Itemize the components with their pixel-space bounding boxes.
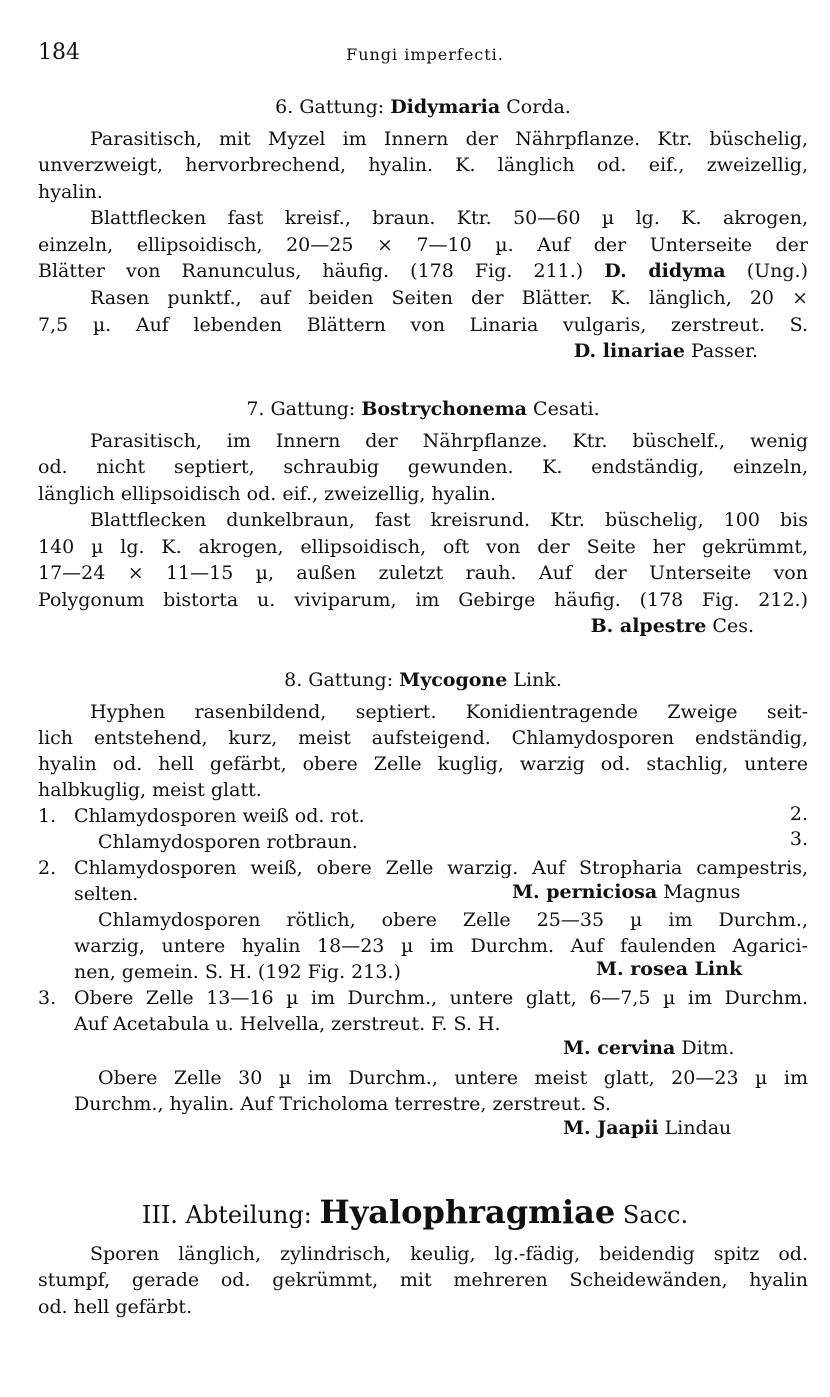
key-text: Chlamydosporen weiß, obere Zelle warzig. Auf Stropharia campestris, <box>74 857 808 879</box>
species-name: M. Jaapii <box>563 1117 659 1139</box>
species-line: M. Jaapii Lindau <box>563 1117 732 1139</box>
running-title: Fungi imperfecti. <box>346 45 504 64</box>
genus-heading-mycogone: 8. Gattung: Mycogone Link. <box>284 669 562 691</box>
text-line: Blätter von Ranunculus, häufig. (178 Fig. 211.) D. didyma (Ung.) <box>38 260 808 282</box>
text-line: 17—24 × 11—15 µ, außen zuletzt rauh. Auf der Unterseite von <box>38 562 808 584</box>
genus-heading-bostrychonema: 7. Gattung: Bostrychonema Cesati. <box>246 398 600 420</box>
text-line: Blattflecken dunkelbraun, fast kreisrund. Ktr. büschelig, 100 bis <box>90 509 808 531</box>
key-text: Chlamydosporen rötlich, obere Zelle 25—35 µ im Durchm., <box>98 909 808 931</box>
key-text: selten. <box>74 883 139 905</box>
key-text: Durchm., hyalin. Auf Tricholoma terrestre, zerstreut. S. <box>74 1093 611 1115</box>
text-line: Sporen länglich, zylindrisch, keulig, lg.-fädig, beidendig spitz od. <box>90 1243 808 1265</box>
key-text: Obere Zelle 13—16 µ im Durchm., untere glatt, 6—7,5 µ im Durchm. <box>74 987 808 1009</box>
key-text: warzig, untere hyalin 18—23 µ im Durchm. Auf faulenden Agarici- <box>74 935 808 957</box>
key-number: 3. <box>38 987 57 1009</box>
text-line: Parasitisch, im Innern der Nährpflanze. Ktr. büschelf., wenig <box>90 430 808 452</box>
species-line: M. cervina Ditm. <box>563 1037 735 1059</box>
text-line: 7,5 µ. Auf lebenden Blättern von Linaria vulgaris, zerstreut. S. <box>38 314 808 336</box>
key-number: 1. <box>38 805 57 827</box>
species-name: D. didyma <box>604 260 726 282</box>
text-line: od. nicht septiert, schraubig gewunden. K. endständig, einzeln, <box>38 456 808 478</box>
text-line: Parasitisch, mit Myzel im Innern der Nährpflanze. Ktr. büschelig, <box>90 128 808 150</box>
species-name: M. rosea Link <box>596 958 743 980</box>
text-line: Rasen punktf., auf beiden Seiten der Blätter. K. länglich, 20 × <box>90 287 808 309</box>
species-line: B. alpestre Ces. <box>590 615 754 637</box>
key-number: 2. <box>38 857 57 879</box>
text-line: Blattflecken fast kreisf., braun. Ktr. 50—60 µ lg. K. akrogen, <box>90 207 808 229</box>
species-line: D. linariae Passer. <box>573 340 758 362</box>
key-text: Chlamydosporen rotbraun. <box>98 831 358 853</box>
text-line: stumpf, gerade od. gekrümmt, mit mehreren Scheidewänden, hyalin <box>38 1269 808 1291</box>
text-line: 140 µ lg. K. akrogen, ellipsoidisch, oft von der Seite her gekrümmt, <box>38 536 808 558</box>
section-heading: III. Abteilung: Hyalophragmiae Sacc. <box>141 1193 689 1231</box>
key-text: Chlamydosporen weiß od. rot. <box>74 805 365 827</box>
text-line: hyalin od. hell gefärbt, obere Zelle kuglig, warzig od. stachlig, untere <box>38 753 808 775</box>
text-line: halbkuglig, meist glatt. <box>38 779 262 801</box>
key-reference: 3. <box>789 828 808 850</box>
key-reference: 2. <box>789 803 808 825</box>
key-text: Auf Acetabula u. Helvella, zerstreut. F. S. H. <box>74 1013 501 1035</box>
text-line: hyalin. <box>38 181 103 203</box>
text-line: länglich ellipsoidisch od. eif., zweizellig, hyalin. <box>38 483 497 505</box>
species-line: M. perniciosa Magnus <box>512 881 741 903</box>
key-text: Obere Zelle 30 µ im Durchm., untere meist glatt, 20—23 µ im <box>98 1067 808 1089</box>
text-line: od. hell gefärbt. <box>38 1296 193 1318</box>
text-line: lich entstehend, kurz, meist aufsteigend. Chlamydosporen endständig, <box>38 727 808 749</box>
species-name: D. linariae <box>573 340 685 362</box>
text-line: Polygonum bistorta u. viviparum, im Gebirge häufig. (178 Fig. 212.) <box>38 589 808 611</box>
text-line: einzeln, ellipsoidisch, 20—25 × 7—10 µ. Auf der Unterseite der <box>38 234 808 256</box>
page-number: 184 <box>38 40 80 65</box>
species-name: M. cervina <box>563 1037 676 1059</box>
species-line <box>596 957 796 981</box>
key-text: nen, gemein. S. H. (192 Fig. 213.) <box>74 961 401 983</box>
species-name: B. alpestre <box>590 615 707 637</box>
genus-heading-didymaria: 6. Gattung: Didymaria Corda. <box>275 96 571 118</box>
text-line: Hyphen rasenbildend, septiert. Konidientragende Zweige seit- <box>90 701 808 723</box>
species-name: M. perniciosa <box>512 881 658 903</box>
text-line: unverzweigt, hervorbrechend, hyalin. K. länglich od. eif., zweizellig, <box>38 154 808 176</box>
